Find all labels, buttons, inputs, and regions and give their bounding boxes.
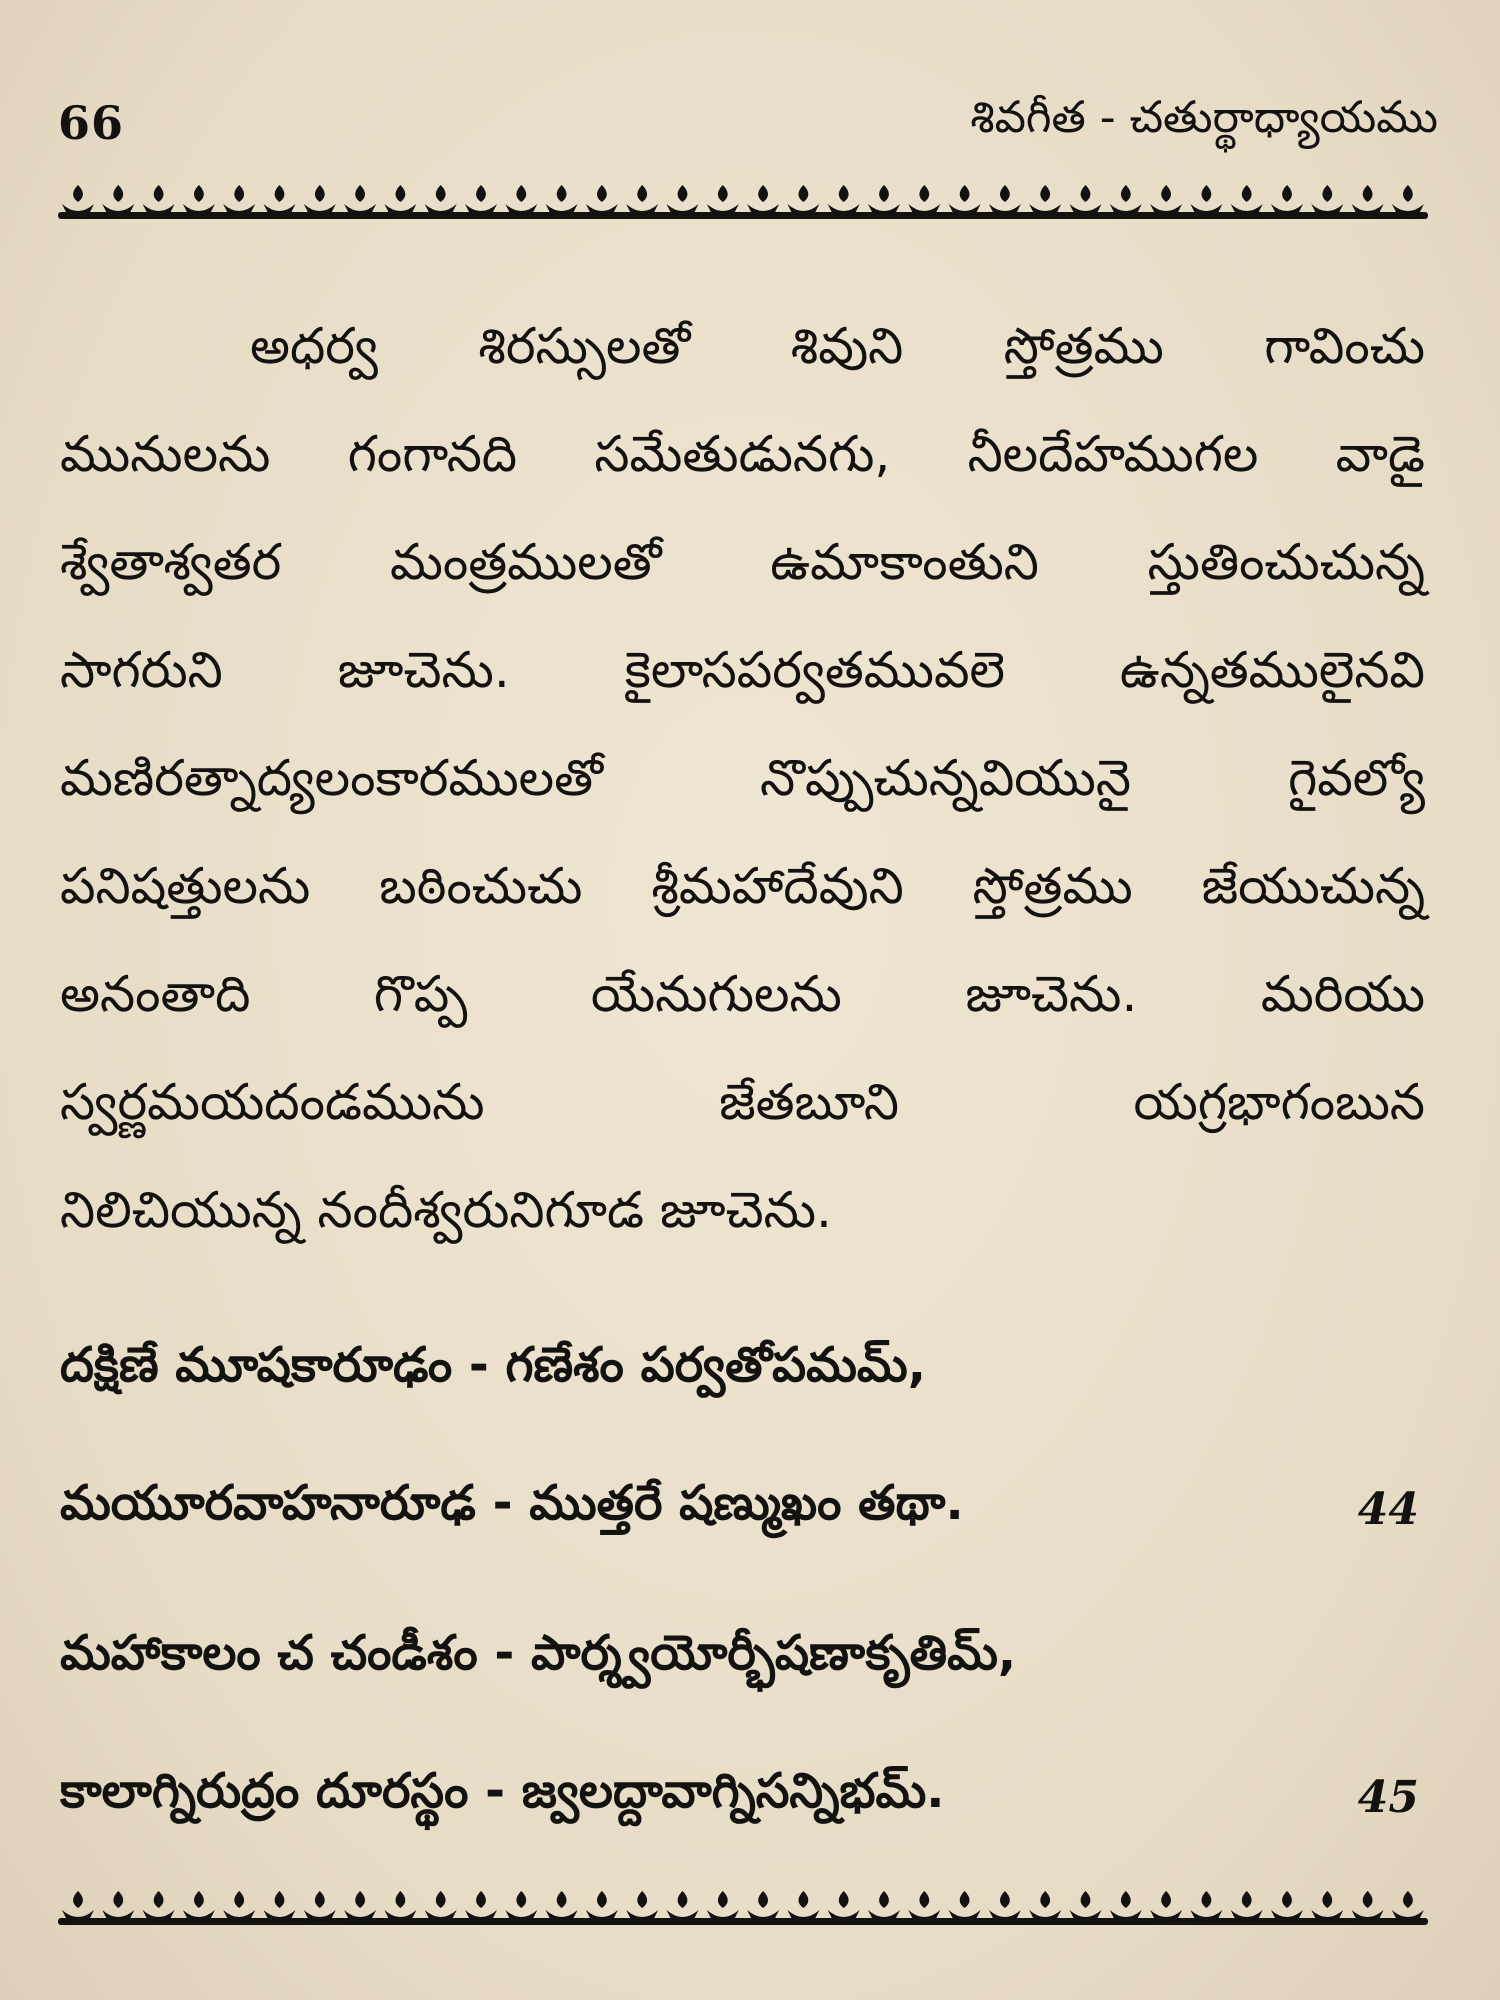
lamp-motif (949, 185, 981, 212)
lamp-motif (1150, 185, 1182, 212)
prose-line: మణిరత్నాద్యలంకారములతో నొప్పుచున్నవియునై గైవల్యో (60, 749, 1425, 807)
lamp-motif (505, 185, 537, 212)
verse-44 (60, 1337, 1425, 1540)
lamp-motif (1311, 1891, 1343, 1918)
lamp-motif (1029, 185, 1061, 212)
lamp-motif (344, 1891, 376, 1918)
verse-45 (60, 1625, 1425, 1828)
lamp-motif (1150, 1891, 1182, 1918)
lamp-motif (1110, 1891, 1142, 1918)
lamp-motif (183, 185, 215, 212)
lamp-motif (546, 185, 578, 212)
lamp-motif (62, 185, 94, 212)
verse-line (60, 1763, 1425, 1828)
lamp-motif (546, 1891, 578, 1918)
lamp-motif (787, 185, 819, 212)
lamp-motif (1392, 1891, 1424, 1918)
lamp-motif (223, 185, 255, 212)
lamp-motif (505, 1891, 537, 1918)
lamp-motif (747, 1891, 779, 1918)
prose-line: స్వర్ణమయదండమును జేతబూని యగ్రభాగంబున (60, 1073, 1425, 1131)
lamp-motif (586, 185, 618, 212)
verse-line (60, 1337, 1425, 1402)
lamp-motif (384, 1891, 416, 1918)
lamp-motif (868, 1891, 900, 1918)
lamp-motif (1110, 185, 1142, 212)
lamp-motif (264, 185, 296, 212)
lamp-motif (586, 1891, 618, 1918)
lamp-motif (465, 185, 497, 212)
lamp-motif (102, 185, 134, 212)
lamp-motif (264, 1891, 296, 1918)
lamp-motif (102, 1891, 134, 1918)
running-title: శివగీత - చతుర్థాధ్యాయము (970, 92, 1438, 143)
lamp-motif (223, 1891, 255, 1918)
lamp-motif (787, 1891, 819, 1918)
lamp-motif (304, 1891, 336, 1918)
lamp-motif (626, 185, 658, 212)
verse-text: మయూరవాహనారూఢ - ముత్తరే షణ్ముఖం తథా. (60, 1475, 964, 1531)
lamp-motif (707, 1891, 739, 1918)
lamp-motif (1352, 1891, 1384, 1918)
lamp-motif (1029, 1891, 1061, 1918)
verse-text: కాలాగ్నిరుద్రం దూరస్థం - జ్వలద్దావాగ్నిసన్నిభమ్. (60, 1763, 945, 1819)
lamp-motif (344, 185, 376, 212)
lamp-motif (304, 185, 336, 212)
lamp-motif (828, 1891, 860, 1918)
lamp-motif (868, 185, 900, 212)
lamp-motif (1070, 185, 1102, 212)
lamp-motif (667, 185, 699, 212)
lamp-motif (747, 185, 779, 212)
lamp-motif (425, 1891, 457, 1918)
lamp-motif (143, 1891, 175, 1918)
page-header (58, 88, 1438, 158)
lamp-motif (1231, 185, 1263, 212)
prose-line: నిలిచియున్న నందీశ్వరునిగూడ జూచెను. (60, 1181, 832, 1239)
lamp-motif (626, 1891, 658, 1918)
lamp-motif (908, 1891, 940, 1918)
verse-text: మహాకాలం చ చండీశం - పార్శ్వయోర్భీషణాకృతిమ్, (60, 1625, 1017, 1681)
page-number: 66 (58, 96, 125, 150)
verse-number: 44 (1357, 1483, 1419, 1535)
border-baseline (58, 212, 1428, 219)
lamp-motif (989, 185, 1021, 212)
lamp-motif (1231, 1891, 1263, 1918)
prose-line: పనిషత్తులను బఠించుచు శ్రీమహాదేవుని స్తోత్రము జేయుచున్న (60, 857, 1425, 915)
lamp-motif (384, 185, 416, 212)
lamp-motif (667, 1891, 699, 1918)
lamp-motif (1190, 185, 1222, 212)
lamp-motif (707, 185, 739, 212)
prose-line: శ్వేతాశ్వతర మంత్రములతో ఉమాకాంతుని స్తుతించుచున్న (60, 533, 1425, 591)
lamp-motif (1352, 185, 1384, 212)
lamp-motif (183, 1891, 215, 1918)
lamp-motif (143, 185, 175, 212)
lamp-motif (828, 185, 860, 212)
verse-text: దక్షిణే మూషకారూఢం - గణేశం పర్వతోపమమ్, (60, 1337, 926, 1393)
lamp-motif (1190, 1891, 1222, 1918)
lamp-motif (1070, 1891, 1102, 1918)
lamp-motif (949, 1891, 981, 1918)
verse-line (60, 1475, 1425, 1540)
lamp-border-icon (58, 1888, 1428, 1932)
lamp-motif (425, 185, 457, 212)
lamp-motif (1392, 185, 1424, 212)
lamp-motif (62, 1891, 94, 1918)
lamp-motif (1311, 185, 1343, 212)
prose-line: సాగరుని జూచెను. కైలాసపర్వతమువలె ఉన్నతములైనవి (60, 641, 1425, 699)
lamp-motif (1271, 185, 1303, 212)
lamp-motif (1271, 1891, 1303, 1918)
lamp-border-icon (58, 182, 1428, 226)
verse-line (60, 1625, 1425, 1690)
border-baseline (58, 1918, 1428, 1925)
prose-line: అధర్వ శిరస్సులతో శివుని స్తోత్రము గావించు (250, 317, 1425, 375)
lamp-motif (989, 1891, 1021, 1918)
verse-number: 45 (1357, 1771, 1419, 1823)
prose-line: అనంతాది గొప్ప యేనుగులను జూచెను. మరియు (60, 965, 1425, 1023)
prose-line: మునులను గంగానది సమేతుడునగు, నీలదేహముగల వాడై (60, 425, 1425, 483)
prose-paragraph (60, 292, 1425, 1264)
lamp-motif (465, 1891, 497, 1918)
lamp-motif (908, 185, 940, 212)
